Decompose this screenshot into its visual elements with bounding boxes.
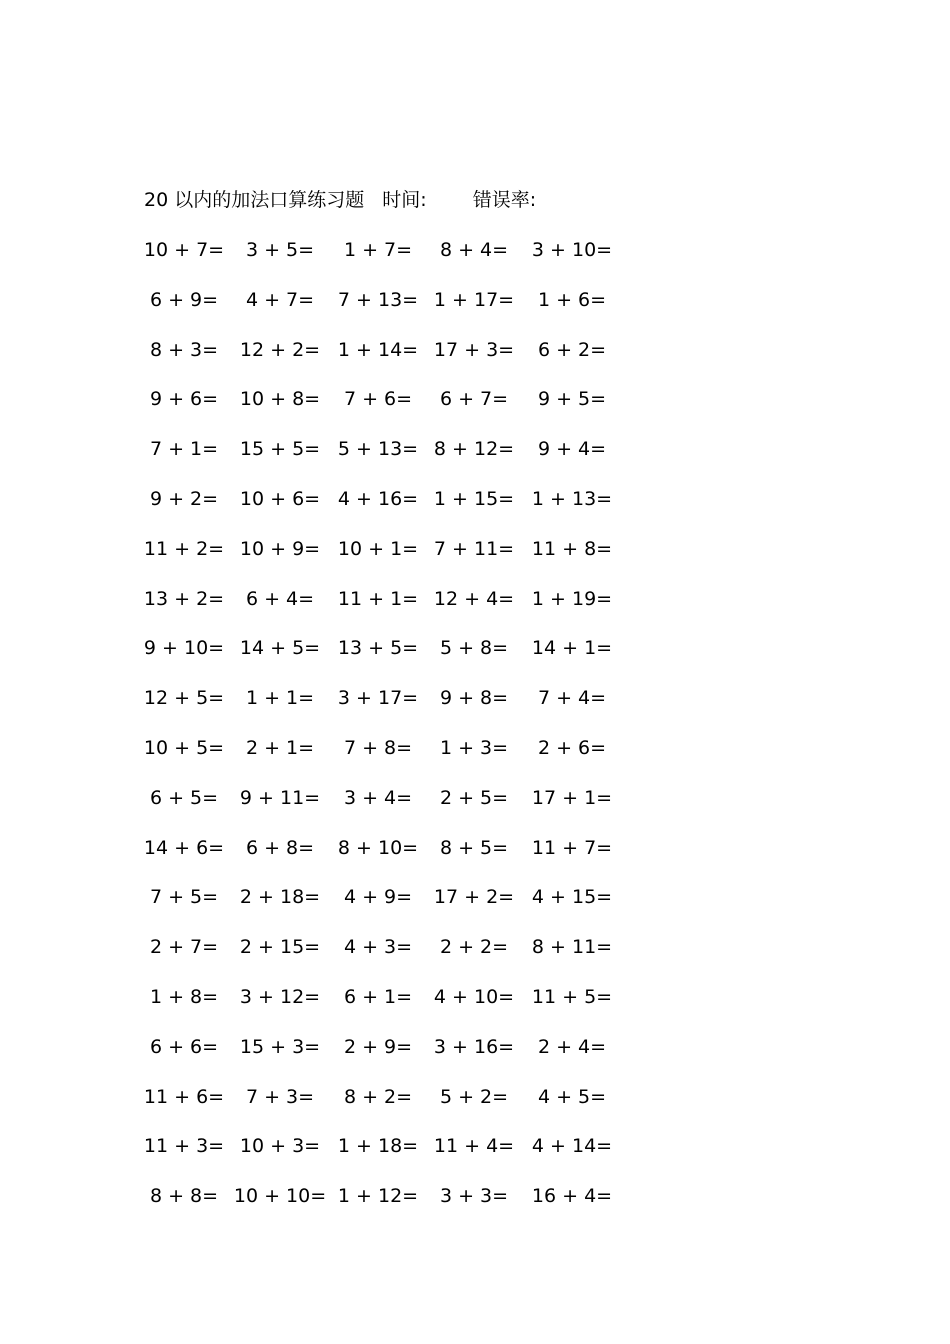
problem-item: 10 + 7= [143,239,225,261]
worksheet-header [144,186,536,214]
problem-item: 1 + 14= [337,338,419,361]
problem-item: 6 + 6= [149,1035,219,1058]
problem-row [0,728,950,778]
problem-item: 10 + 1= [337,537,419,560]
problem-item: 1 + 13= [531,487,613,510]
problem-item: 10 + 6= [239,487,321,510]
problem-item: 4 + 16= [337,487,419,510]
problem-item: 9 + 4= [537,438,607,461]
problem-item: 7 + 8= [343,736,413,759]
problem-row [0,778,950,828]
problem-item: 11 + 4= [433,1135,515,1158]
problem-item: 8 + 5= [439,836,509,859]
problem-item: 2 + 7= [149,936,219,959]
problem-item: 9 + 8= [439,687,509,710]
problem-item: 15 + 5= [239,438,321,461]
problem-item: 1 + 6= [537,288,607,311]
problem-item: 11 + 6= [143,1085,225,1108]
problem-item: 4 + 3= [343,936,413,959]
problem-item: 7 + 5= [149,886,219,909]
problem-item: 1 + 12= [337,1185,419,1208]
problem-item: 7 + 3= [245,1085,315,1108]
problem-item: 10 + 5= [143,736,225,759]
problem-item: 6 + 1= [343,985,413,1008]
problem-item: 8 + 8= [149,1185,219,1208]
problem-row [0,628,950,678]
problem-row [0,479,950,529]
problem-item: 11 + 1= [337,587,419,610]
problem-item: 3 + 12= [239,985,321,1008]
problem-item: 11 + 2= [143,537,225,560]
problem-item: 17 + 1= [531,786,613,809]
problem-item: 12 + 2= [239,338,321,361]
problem-item: 9 + 2= [149,487,219,510]
problem-item: 17 + 2= [433,886,515,909]
problem-item: 4 + 7= [245,288,315,311]
problem-item: 15 + 3= [239,1035,321,1058]
error-rate-label: 错误率: [472,189,537,211]
problem-item: 13 + 5= [337,637,419,660]
problem-item: 6 + 7= [439,388,509,411]
problem-row [0,1027,950,1077]
problem-item: 7 + 13= [337,288,419,311]
problem-item: 10 + 10= [233,1185,327,1208]
problem-row [0,977,950,1027]
problem-item: 4 + 15= [531,886,613,909]
problem-item: 1 + 17= [433,288,515,311]
problem-item: 9 + 6= [149,388,219,411]
problem-item: 3 + 16= [433,1035,515,1058]
problem-row [0,529,950,579]
problem-row [0,280,950,330]
problem-item: 5 + 13= [337,438,419,461]
problem-row [0,230,950,280]
problem-item: 7 + 4= [537,687,607,710]
problem-item: 6 + 5= [149,786,219,809]
problem-item: 7 + 1= [149,438,219,461]
problem-item: 11 + 3= [143,1135,225,1158]
problem-row [0,877,950,927]
problem-item: 14 + 6= [143,836,225,859]
problem-item: 3 + 3= [439,1185,509,1208]
problem-item: 9 + 10= [143,637,225,660]
problem-item: 10 + 9= [239,537,321,560]
problem-row [0,1126,950,1176]
problem-item: 5 + 8= [439,637,509,660]
problem-item: 9 + 11= [239,786,321,809]
problem-item: 3 + 4= [343,786,413,809]
problem-row [0,579,950,629]
problem-item: 10 + 8= [239,388,321,411]
problem-item: 1 + 18= [337,1135,419,1158]
problem-item: 8 + 12= [433,438,515,461]
problem-item: 11 + 8= [531,537,613,560]
problem-row [0,1077,950,1127]
problem-row [0,1176,950,1226]
problem-item: 2 + 2= [439,936,509,959]
problem-row [0,927,950,977]
problem-item: 11 + 7= [531,836,613,859]
problem-item: 17 + 3= [433,338,515,361]
problem-row [0,828,950,878]
problem-item: 8 + 3= [149,338,219,361]
problem-item: 2 + 4= [537,1035,607,1058]
problem-item: 3 + 10= [531,239,613,261]
worksheet-title: 20 以内的加法口算练习题 [144,189,365,211]
problem-item: 6 + 2= [537,338,607,361]
problem-item: 16 + 4= [531,1185,613,1208]
problem-item: 1 + 3= [439,736,509,759]
time-label: 时间: [382,189,427,211]
problem-item: 1 + 19= [531,587,613,610]
problem-item: 3 + 17= [337,687,419,710]
problem-item: 4 + 5= [537,1085,607,1108]
problem-item: 11 + 5= [531,985,613,1008]
problem-item: 2 + 9= [343,1035,413,1058]
problem-item: 12 + 5= [143,687,225,710]
problem-grid [0,230,950,1226]
problem-item: 4 + 10= [433,985,515,1008]
problem-item: 3 + 5= [245,239,315,261]
problem-item: 1 + 1= [245,687,315,710]
problem-row [0,429,950,479]
problem-item: 5 + 2= [439,1085,509,1108]
problem-item: 6 + 8= [245,836,315,859]
problem-item: 12 + 4= [433,587,515,610]
problem-item: 2 + 1= [245,736,315,759]
problem-item: 14 + 5= [239,637,321,660]
problem-item: 14 + 1= [531,637,613,660]
problem-item: 8 + 2= [343,1085,413,1108]
problem-item: 6 + 4= [245,587,315,610]
problem-item: 2 + 18= [239,886,321,909]
problem-item: 1 + 15= [433,487,515,510]
problem-item: 4 + 14= [531,1135,613,1158]
problem-item: 7 + 6= [343,388,413,411]
problem-row [0,379,950,429]
problem-item: 7 + 11= [433,537,515,560]
problem-item: 13 + 2= [143,587,225,610]
problem-item: 8 + 4= [439,239,509,261]
problem-item: 10 + 3= [239,1135,321,1158]
problem-item: 8 + 10= [337,836,419,859]
problem-item: 8 + 11= [531,936,613,959]
problem-item: 4 + 9= [343,886,413,909]
problem-row [0,678,950,728]
problem-item: 9 + 5= [537,388,607,411]
problem-item: 1 + 7= [343,239,413,261]
problem-item: 6 + 9= [149,288,219,311]
problem-item: 2 + 6= [537,736,607,759]
problem-item: 1 + 8= [149,985,219,1008]
problem-item: 2 + 5= [439,786,509,809]
problem-item: 2 + 15= [239,936,321,959]
problem-row [0,330,950,380]
